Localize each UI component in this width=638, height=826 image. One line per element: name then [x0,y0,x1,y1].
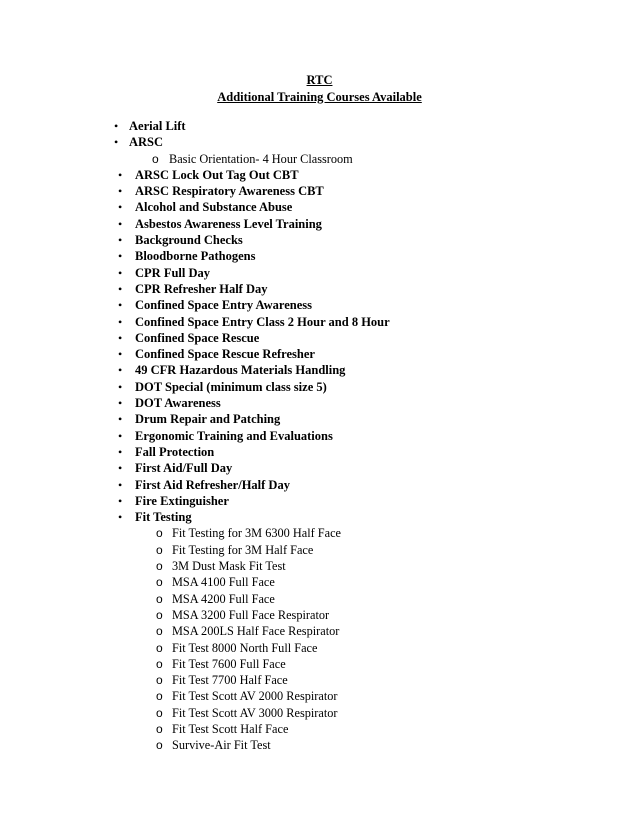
bullet-dot-icon: • [118,412,123,427]
bullet-circle-icon: o [156,705,163,720]
bullet-circle-icon: o [156,526,163,541]
course-list-item [0,460,638,476]
course-list-item [0,411,638,427]
course-sub-item [0,151,638,167]
course-name: Asbestos Awareness Level Training [135,216,322,231]
bullet-dot-icon: • [118,379,123,394]
course-list-item [0,167,638,183]
bullet-circle-icon: o [156,738,163,753]
course-name: Confined Space Rescue Refresher [135,347,315,362]
bullet-circle-icon: o [156,673,163,688]
course-sub-item [0,705,638,721]
course-name: MSA 4200 Full Face [172,591,275,606]
bullet-dot-icon: • [118,396,123,411]
course-sub-item [0,672,638,688]
bullet-dot-icon: • [118,184,123,199]
course-sub-item [0,623,638,639]
bullet-dot-icon: • [118,167,123,182]
course-list-item [0,362,638,378]
bullet-circle-icon: o [156,542,163,557]
bullet-circle-icon: o [156,656,163,671]
bullet-dot-icon: • [118,265,123,280]
course-name: Fit Test Scott AV 2000 Respirator [172,689,338,704]
bullet-circle-icon: o [156,559,163,574]
bullet-dot-icon: • [118,281,123,296]
bullet-dot-icon: • [118,314,123,329]
course-name: DOT Special (minimum class size 5) [135,379,327,394]
course-name: Basic Orientation- 4 Hour Classroom [169,151,353,166]
course-name: Aerial Lift [129,119,186,133]
course-name: MSA 4100 Full Face [172,575,275,590]
document-header [0,72,638,106]
bullet-dot-icon: • [114,135,119,150]
course-name: Fit Test Scott AV 3000 Respirator [172,705,338,720]
bullet-dot-icon: • [118,298,123,313]
course-name: Confined Space Entry Class 2 Hour and 8 Hour [135,314,390,329]
course-list-item [0,493,638,509]
course-sub-item [0,591,638,607]
course-sub-item [0,607,638,623]
course-sub-item [0,721,638,737]
bullet-circle-icon: o [156,721,163,736]
bullet-circle-icon: o [156,575,163,590]
course-list-item [0,265,638,281]
course-name: Fit Test 8000 North Full Face [172,640,318,655]
bullet-dot-icon: • [118,216,123,231]
course-list-item [0,281,638,297]
course-list-item [0,509,638,525]
document-subtitle: Additional Training Courses Available [217,90,422,104]
bullet-dot-icon: • [118,510,123,525]
course-list [0,118,638,754]
bullet-dot-icon: • [118,330,123,345]
course-name: CPR Refresher Half Day [135,281,268,296]
bullet-dot-icon: • [118,444,123,459]
bullet-dot-icon: • [118,477,123,492]
course-name: DOT Awareness [135,396,221,411]
bullet-circle-icon: o [156,640,163,655]
course-name: Confined Space Rescue [135,330,260,345]
course-name: 49 CFR Hazardous Materials Handling [135,363,346,378]
course-name: Fire Extinguisher [135,493,229,508]
bullet-dot-icon: • [118,493,123,508]
bullet-circle-icon: o [156,591,163,606]
course-name: Bloodborne Pathogens [135,249,256,264]
bullet-circle-icon: o [156,607,163,622]
bullet-circle-icon: o [156,689,163,704]
course-name: Alcohol and Substance Abuse [135,200,293,215]
document-title: RTC [306,73,333,87]
course-sub-item [0,737,638,753]
course-list-item [0,444,638,460]
course-sub-item [0,656,638,672]
course-list-item [0,297,638,313]
course-name: CPR Full Day [135,265,210,280]
course-list-item [0,330,638,346]
course-name: First Aid Refresher/Half Day [135,477,290,492]
course-list-item [0,183,638,199]
course-name: Fit Testing [135,510,192,525]
course-list-item [0,428,638,444]
course-name: MSA 200LS Half Face Respirator [172,624,340,639]
bullet-circle-icon: o [156,624,163,639]
course-list-item [0,314,638,330]
course-list-item [0,395,638,411]
bullet-dot-icon: • [114,119,119,133]
course-name: Survive-Air Fit Test [172,738,271,753]
course-list-item [0,477,638,493]
course-name: ARSC [129,135,164,150]
course-name: Fit Testing for 3M Half Face [172,542,314,557]
bullet-dot-icon: • [118,363,123,378]
course-list-item [0,216,638,232]
course-name: Fit Test 7600 Full Face [172,656,286,671]
bullet-dot-icon: • [118,233,123,248]
bullet-dot-icon: • [118,461,123,476]
bullet-dot-icon: • [118,428,123,443]
course-sub-item [0,558,638,574]
course-name: Confined Space Entry Awareness [135,298,312,313]
course-name: ARSC Lock Out Tag Out CBT [135,167,299,182]
bullet-dot-icon: • [118,347,123,362]
course-name: ARSC Respiratory Awareness CBT [135,184,324,199]
bullet-circle-icon: o [152,151,159,166]
course-list-item [0,248,638,264]
course-sub-item [0,525,638,541]
bullet-dot-icon: • [118,200,123,215]
course-name: Background Checks [135,233,243,248]
course-list-item [0,199,638,215]
course-list-item [0,379,638,395]
course-name: Fit Testing for 3M 6300 Half Face [172,526,341,541]
course-name: Ergonomic Training and Evaluations [135,428,333,443]
course-sub-item [0,640,638,656]
course-name: Fit Test Scott Half Face [172,721,289,736]
course-name: Fit Test 7700 Half Face [172,673,288,688]
course-name: First Aid/Full Day [135,461,233,476]
course-name: MSA 3200 Full Face Respirator [172,607,330,622]
course-list-item [0,232,638,248]
course-sub-item [0,542,638,558]
course-sub-item [0,574,638,590]
course-list-item [0,346,638,362]
course-name: Fall Protection [135,444,215,459]
bullet-dot-icon: • [118,249,123,264]
course-list-item [0,118,638,134]
course-list-item [0,134,638,150]
course-name: Drum Repair and Patching [135,412,281,427]
course-sub-item [0,688,638,704]
course-name: 3M Dust Mask Fit Test [172,559,286,574]
